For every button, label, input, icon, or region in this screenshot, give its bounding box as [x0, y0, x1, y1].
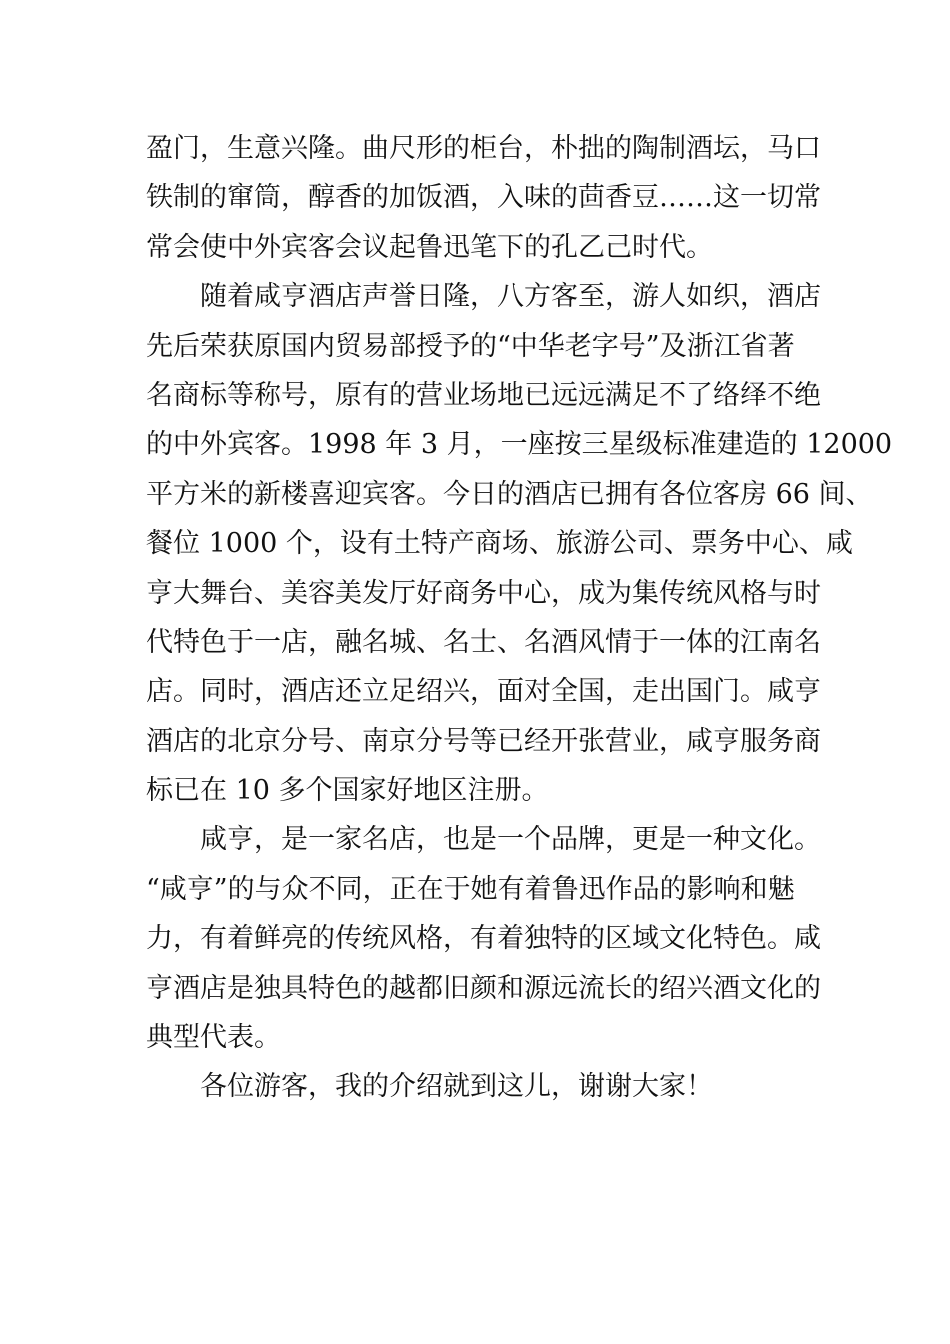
- paragraph-line: 亨酒店是独具特色的越都旧颜和源远流长的绍兴酒文化的: [146, 972, 821, 1004]
- paragraph-line: 盈门，生意兴隆。曲尺形的柜台，朴拙的陶制酒坛，马口: [146, 133, 821, 164]
- paragraph-4: [146, 1062, 826, 1111]
- paragraph-line: 典型代表。: [146, 1022, 281, 1054]
- paragraph-line: 各位游客，我的介绍就到这儿，谢谢大家！: [200, 1071, 713, 1103]
- paragraph-line: 力，有着鲜亮的传统风格，有着独特的区域文化特色。咸: [146, 923, 821, 955]
- paragraph-2: [146, 272, 893, 815]
- paragraph-1: [146, 124, 826, 272]
- paragraph-line: 亨大舞台、美容美发厅好商务中心，成为集传统风格与时: [146, 577, 821, 609]
- paragraph-line: 的中外宾客。1998 年 3 月，一座按三星级标准建造的 12000: [146, 429, 893, 461]
- paragraph-line: 名商标等称号，原有的营业场地已远远满足不了络绎不绝: [146, 379, 821, 411]
- paragraph-line: 代特色于一店，融名城、名士、名酒风情于一体的江南名: [146, 626, 821, 658]
- paragraph-line: 随着咸亨酒店声誉日隆，八方客至，游人如织，酒店: [200, 281, 821, 313]
- paragraph-line: 先后荣获原国内贸易部授予的“中华老字号”及浙江省著: [146, 330, 795, 362]
- paragraph-line: 平方米的新楼喜迎宾客。今日的酒店已拥有各位客房 66 间、: [146, 478, 873, 510]
- paragraph-line: 铁制的窜筒，醇香的加饭酒，入味的茴香豆……这一切常: [146, 182, 821, 214]
- paragraph-line: 店。同时，酒店还立足绍兴，面对全国，走出国门。咸亨: [146, 676, 821, 708]
- paragraph-line: 酒店的北京分号、南京分号等已经开张营业，咸亨服务商: [146, 725, 821, 757]
- paragraph-line: 常会使中外宾客会议起鲁迅笔下的孔乙己时代。: [146, 231, 713, 263]
- paragraph-3: [146, 815, 826, 1062]
- paragraph-line: 咸亨，是一家名店，也是一个品牌，更是一种文化。: [200, 824, 821, 856]
- paragraph-line: 餐位 1000 个，设有土特产商场、旅游公司、票务中心、咸: [146, 528, 853, 560]
- paragraph-line: 标已在 10 多个国家好地区注册。: [146, 775, 549, 807]
- document-body: [146, 124, 893, 1112]
- paragraph-line: “咸亨”的与众不同，正在于她有着鲁迅作品的影响和魅: [146, 873, 795, 905]
